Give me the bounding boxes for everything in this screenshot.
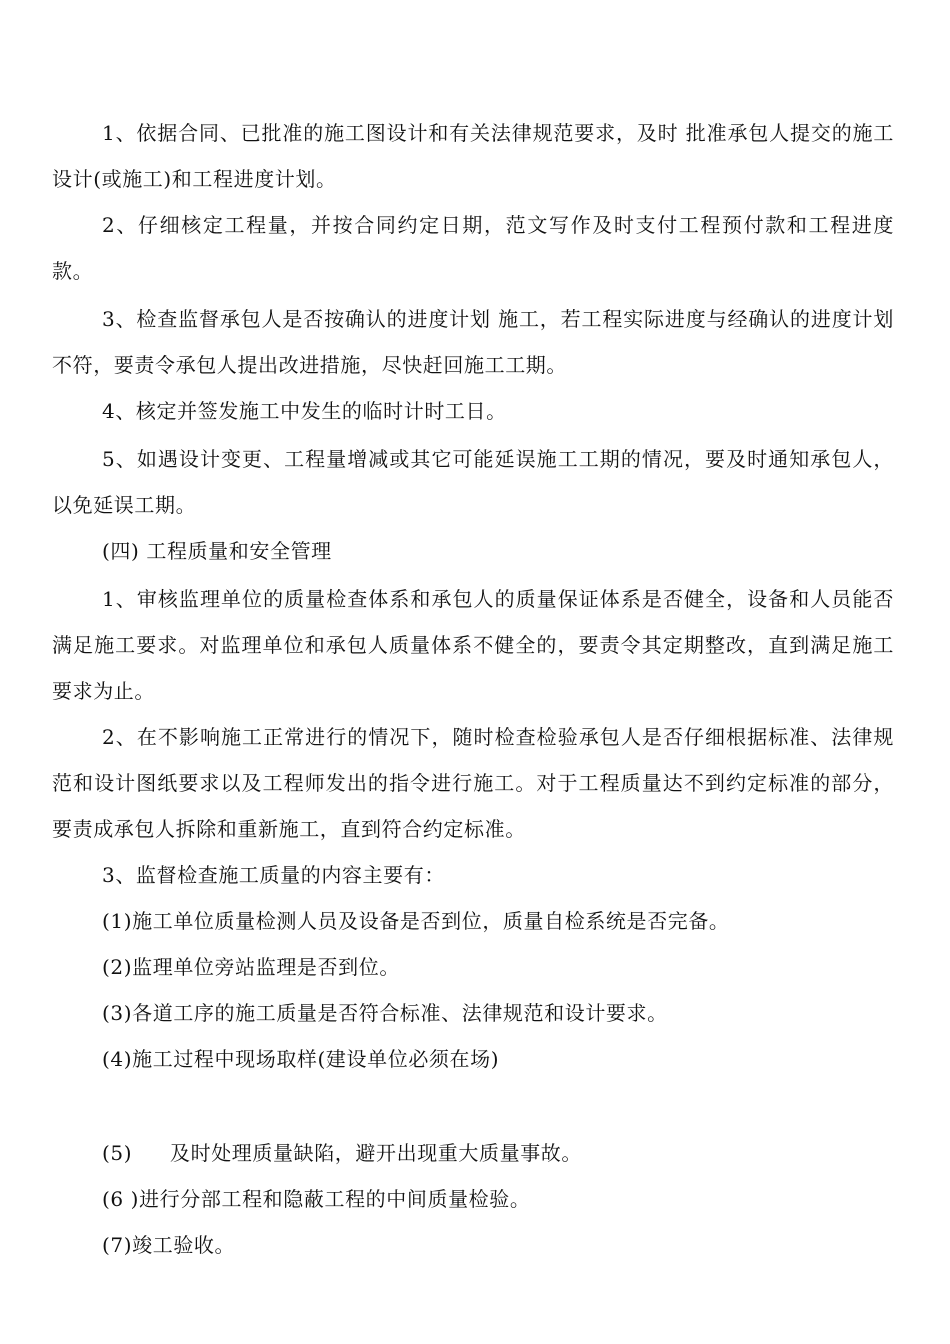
list-item-4: (4)施工过程中现场取样(建设单位必须在场)	[102, 1047, 500, 1071]
paragraph-quality-3: 3、监督检查施工质量的内容主要有：	[102, 863, 445, 887]
paragraph-progress-3: 3、检查监督承包人是否按确认的进度计划 施工，若工程实际进度与经确认的进度计划不符，要责令承包人提出改进措施，尽快赶回施工工期。	[52, 307, 894, 377]
paragraph-progress-2: 2、仔细核定工程量，并按合同约定日期，范文写作及时支付工程预付款和工程进度款。	[52, 213, 894, 283]
list-item-5	[102, 1130, 582, 1176]
list-item-3: (3)各道工序的施工质量是否符合标准、法律规范和设计要求。	[102, 1001, 668, 1025]
list-item-2: (2)监理单位旁站监理是否到位。	[102, 955, 400, 979]
paragraph-progress-5: 5、如遇设计变更、工程量增减或其它可能延误施工工期的情况，要及时通知承包人，以免延误工期。	[52, 447, 894, 517]
paragraph-quality-2: 2、在不影响施工正常进行的情况下，随时检查检验承包人是否仔细根据标准、法律规范和设计图纸要求以及工程师发出的指令进行施工。对于工程质量达不到约定标准的部分，要责成承包人拆除和重新施工，直到符合约定标准。	[52, 725, 894, 841]
paragraph-quality-1: 1、审核监理单位的质量检查体系和承包人的质量保证体系是否健全，设备和人员能否满足施工要求。对监理单位和承包人质量体系不健全的，要责令其定期整改，直到满足施工要求为止。	[52, 587, 894, 703]
list-item-6: (6 )进行分部工程和隐蔽工程的中间质量检验。	[102, 1187, 531, 1211]
list-item-5-text: 及时处理质量缺陷，避开出现重大质量事故。	[170, 1141, 582, 1165]
list-item-7: (7)竣工验收。	[102, 1233, 236, 1257]
paragraph-progress-1: 1、依据合同、已批准的施工图设计和有关法律规范要求，及时 批准承包人提交的施工 设计(或施工)和工程进度计划。	[52, 121, 894, 191]
section-heading-quality-safety: (四) 工程质量和安全管理	[102, 539, 332, 563]
list-item-5-number: (5)	[102, 1141, 133, 1165]
list-item-1: (1)施工单位质量检测人员及设备是否到位，质量自检系统是否完备。	[102, 909, 730, 933]
paragraph-progress-4: 4、核定并签发施工中发生的临时计时工日。	[102, 399, 507, 423]
